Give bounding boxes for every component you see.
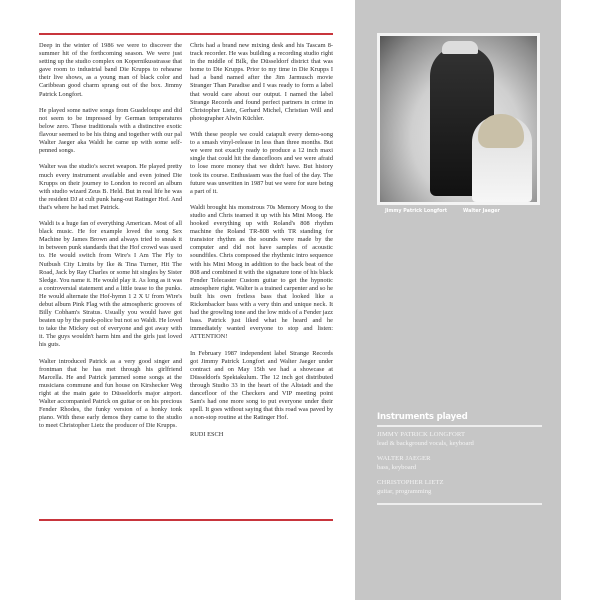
paragraph: Walter introduced Patrick as a very good singer and frontman that he has met through his girlfriend Marcella. He and Patrick jammed some songs at the musicians commune and fun house on Kirshecker Weg right at the main gate to Düsseldorfs major airport. Walter accompanied Patrick on guitar or on his precious Fender Rhodes, the funky version of a honky tonk piano. With these early demos they came to the studio to meet Christopher Lietz the producer of Die Krupps. — [39, 357, 182, 430]
musician-name: JIMMY PATRICK LONGFORT — [377, 431, 466, 438]
divider — [377, 425, 542, 427]
top-red-rule — [39, 33, 333, 35]
musician-role: guitar, programming — [377, 487, 432, 495]
bottom-red-rule — [39, 519, 333, 521]
photo-figure-walter-hair — [478, 114, 524, 148]
band-photo-frame — [377, 33, 540, 205]
instruments-played-section — [377, 412, 542, 509]
article-left-column — [39, 42, 182, 439]
photo-sailor-cap — [442, 41, 478, 54]
paragraph: Chris had a brand new mixing desk and his Tascam 8-track recorder. He was building a recording studio right in the middle of Bilk, the Düsseldorf district that was home to Die Krupps. Prior to my time in Die Krupps I had a band named after the Jim Jarmusch movie Stranger Than Paradise and I was ready to form a label that would care about our output. I named the label Strange Records and found perfect partners in crime in Christopher Lietz, Gerhard Michel, Christian Will and photographer Alwin Küchler. — [190, 42, 333, 122]
musician-name: WALTER JAEGER — [377, 455, 431, 462]
caption-left: Jimmy Patrick Longfort — [385, 209, 448, 214]
paragraph: Deep in the winter of 1986 we were to discover the summer hit of the forthcoming season. We were just setting up the studio complex on Kopernikusstrasse that gave room to industrial band Die Krupps to rehearse their live shows, as a young man of black color and Caribbean good charm sprang out of the box. Jimmy Patrick Longfort. — [39, 42, 182, 98]
band-photo — [380, 36, 537, 202]
musician-entry — [377, 479, 542, 496]
divider — [377, 503, 542, 505]
musician-role: lead & background vocals, keyboard — [377, 439, 474, 447]
author-signature: RUDI ESCH — [190, 430, 224, 438]
musician-entry — [377, 431, 542, 448]
paragraph: With these people we could catapult every demo-song to a smash vinyl-release in less than three months. But we were not exactly ready to produce a 12 inch maxi single that could hit the dancefloors and we were afraid to lose more money that we didn't have. But history took its course. Enthusiasm was the fuel of the day. The future was unwritten in 1987 but we were for sure being a part of it. — [190, 131, 333, 195]
paragraph: Walter was the studio's secret weapon. He played pretty much every instrument available and even joined Die Krupps on their journey to London to record an album with studio wizard Zeus B. Held. But in real life he was the resident DJ at cult punk hang-out Ratinger Hof. And that's where he had met Patrick. — [39, 163, 182, 211]
caption-right: Walter Jaeger — [463, 209, 500, 214]
instruments-title: Instruments played — [377, 412, 468, 422]
article-right-column — [190, 42, 333, 447]
paragraph: In February 1987 independent label Strange Records got Jimmy Patrick Longfort and Walter Jaeger under contract and on May 15th we had a showcase at Düsseldorfs Spektakulum. The 12 inch got distributed through Studio 33 in the heart of the Altstadt and the dancefloor of the Checkers and VIP meeting point Sam's had one more song to put everyone under their spell. It goes without saying that this road was paved by a non-stop routine at the Ratinger Hof. — [190, 349, 333, 422]
musician-role: bass, keyboard — [377, 463, 417, 471]
musician-name: CHRISTOPHER LIETZ — [377, 479, 444, 486]
sidebar-panel — [355, 0, 561, 600]
paragraph: Waldi is a huge fan of everything American. Most of all black music. He for example loved the song Sex Machine by James Brown and always tried to sneak it in between punk standards that the Hof crowd was used to. He would switch from Wire's I Am The Fly to Nutbush City Limits by Ike & Tina Turner, Hit The Road, Jack by Ray Charles or some hit singles by Sister Sledge. You name it. He would play it. As long as it was a controversial statement and a little tease to the punks. He would alternate the Hof-hymn 1 2 X U from Wire's debut album Pink Flag with the atmospheric grooves of Billy Cobham's Stratus. Usually you would have got beaten up by the punk-police but not so Waldi. He loved to take the Mickey out of everyone and got away with it. The guys wouldn't harm him and the girls just loved his guts. — [39, 220, 182, 349]
paragraph: He played some native songs from Guadeloupe and did not seem to be impressed by German temperatures below zero. These traditionals with a distinctive exotic flavour seemed to be his thing and together with our pal Walter Jaeger aka Waldi he came up with some self-penned songs. — [39, 106, 182, 155]
paragraph: Waldi brought his monstrous 70s Memory Moog to the studio and Chris teamed it up with his Mini Moog. He hooked everything up with Roland's 808 rhythm machine the Roland TR-808 with TR standing for transistor rhythm as the sounds were made by the computer and did not have samples of acoustic soundfiles. Chris composed the rhythmic intro sequence with his Mini Moog in addition to the back beat of the 808 and combined it with the signature tone of his black Fender Telecaster Custom guitar to get the hypnotic atmosphere right. Walter is a trained carpenter and so he built his own fretless bass that looked like a Rickenbacker bass with a very thin and unique neck. It had the growling tone and the low mids of a Fender jazz bass. Patrick just liked what he heard and he immediately wanted everyone to stop and listen: ATTENTION! — [190, 203, 333, 341]
musician-entry — [377, 455, 542, 472]
